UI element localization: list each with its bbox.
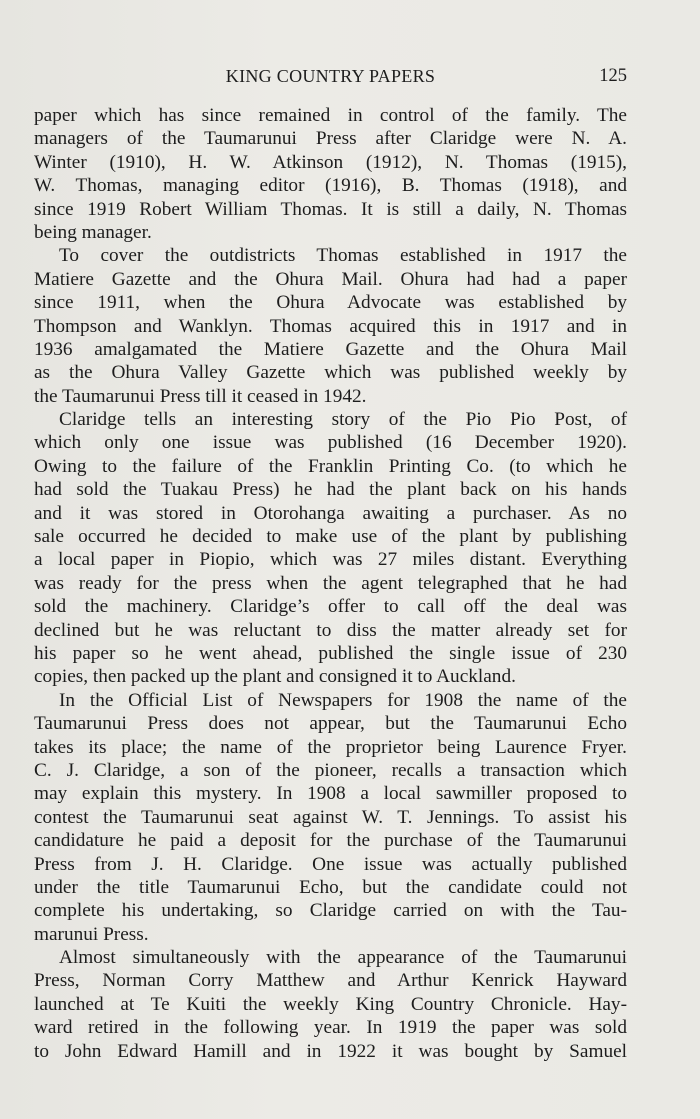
text-line: as the Ohura Valley Gazette which was published weekly by <box>34 362 627 384</box>
running-head-title: KING COUNTRY PAPERS <box>225 66 436 86</box>
text-line: launched at Te Kuiti the weekly King Country Chronicle. Hay- <box>34 993 627 1015</box>
text-line: complete his undertaking, so Claridge carried on with the Tau- <box>34 900 627 922</box>
paragraph <box>34 946 627 1063</box>
text-line: 1936 amalgamated the Matiere Gazette and the Ohura Mail <box>34 338 627 360</box>
running-head <box>34 64 627 88</box>
page-number: 125 <box>599 66 627 86</box>
text-line: Owing to the failure of the Franklin Printing Co. (to which he <box>34 455 627 477</box>
text-line: candidature he paid a deposit for the purchase of the Taumarunui <box>34 830 627 852</box>
text-line: marunui Press. <box>34 923 149 945</box>
text-line: contest the Taumarunui seat against W. T. Jennings. To assist his <box>34 806 627 828</box>
text-line: Taumarunui Press does not appear, but the Taumarunui Echo <box>34 713 627 735</box>
text-line: his paper so he went ahead, published the single issue of 230 <box>34 642 627 664</box>
text-line: managers of the Taumarunui Press after Claridge were N. A. <box>34 128 627 150</box>
text-line: the Taumarunui Press till it ceased in 1942. <box>34 385 367 407</box>
text-line: which only one issue was published (16 December 1920). <box>34 432 627 454</box>
text-line: under the title Taumarunui Echo, but the candidate could not <box>34 876 627 898</box>
text-line: C. J. Claridge, a son of the pioneer, recalls a transaction which <box>34 759 627 781</box>
text-line: Almost simultaneously with the appearance of the Taumarunui <box>59 947 627 969</box>
text-line: declined but he was reluctant to diss the matter already set for <box>34 619 627 641</box>
text-line: Press, Norman Corry Matthew and Arthur Kenrick Hayward <box>34 970 627 992</box>
paragraph <box>34 104 627 244</box>
text-line: and it was stored in Otorohanga awaiting a purchaser. As no <box>34 502 627 524</box>
text-line: Press from J. H. Claridge. One issue was actually published <box>34 853 627 875</box>
text-line: To cover the outdistricts Thomas established in 1917 the <box>59 245 627 267</box>
paragraph <box>34 408 627 689</box>
text-line: paper which has since remained in control of the family. The <box>34 105 627 126</box>
paragraph <box>34 689 627 946</box>
text-line: was ready for the press when the agent telegraphed that he had <box>34 572 627 594</box>
text-line: W. Thomas, managing editor (1916), B. Thomas (1918), and <box>34 175 627 197</box>
text-line: sale occurred he decided to make use of the plant by publishing <box>34 526 627 548</box>
paragraph <box>34 244 627 408</box>
text-line: Thompson and Wanklyn. Thomas acquired this in 1917 and in <box>34 315 627 337</box>
text-line: Matiere Gazette and the Ohura Mail. Ohura had had a paper <box>34 268 627 290</box>
text-line: being manager. <box>34 221 152 243</box>
text-line: sold the machinery. Claridge’s offer to call off the deal was <box>34 596 627 618</box>
text-line: a local paper in Piopio, which was 27 miles distant. Everything <box>34 549 627 571</box>
text-line: Claridge tells an interesting story of the Pio Pio Post, of <box>59 409 627 431</box>
text-line: to John Edward Hamill and in 1922 it was bought by Samuel <box>34 1040 627 1062</box>
text-line: copies, then packed up the plant and consigned it to Auckland. <box>34 666 516 688</box>
text-line: since 1919 Robert William Thomas. It is still a daily, N. Thomas <box>34 198 627 220</box>
text-line: may explain this mystery. In 1908 a local sawmiller proposed to <box>34 783 627 805</box>
text-line: Winter (1910), H. W. Atkinson (1912), N. Thomas (1915), <box>34 151 627 173</box>
text-line: ward retired in the following year. In 1919 the paper was sold <box>34 1017 627 1039</box>
text-line: since 1911, when the Ohura Advocate was established by <box>34 292 627 314</box>
body-text <box>34 104 627 1063</box>
text-line: had sold the Tuakau Press) he had the plant back on his hands <box>34 479 627 501</box>
text-line: takes its place; the name of the proprietor being Laurence Fryer. <box>34 736 627 758</box>
text-line: In the Official List of Newspapers for 1908 the name of the <box>59 689 627 711</box>
